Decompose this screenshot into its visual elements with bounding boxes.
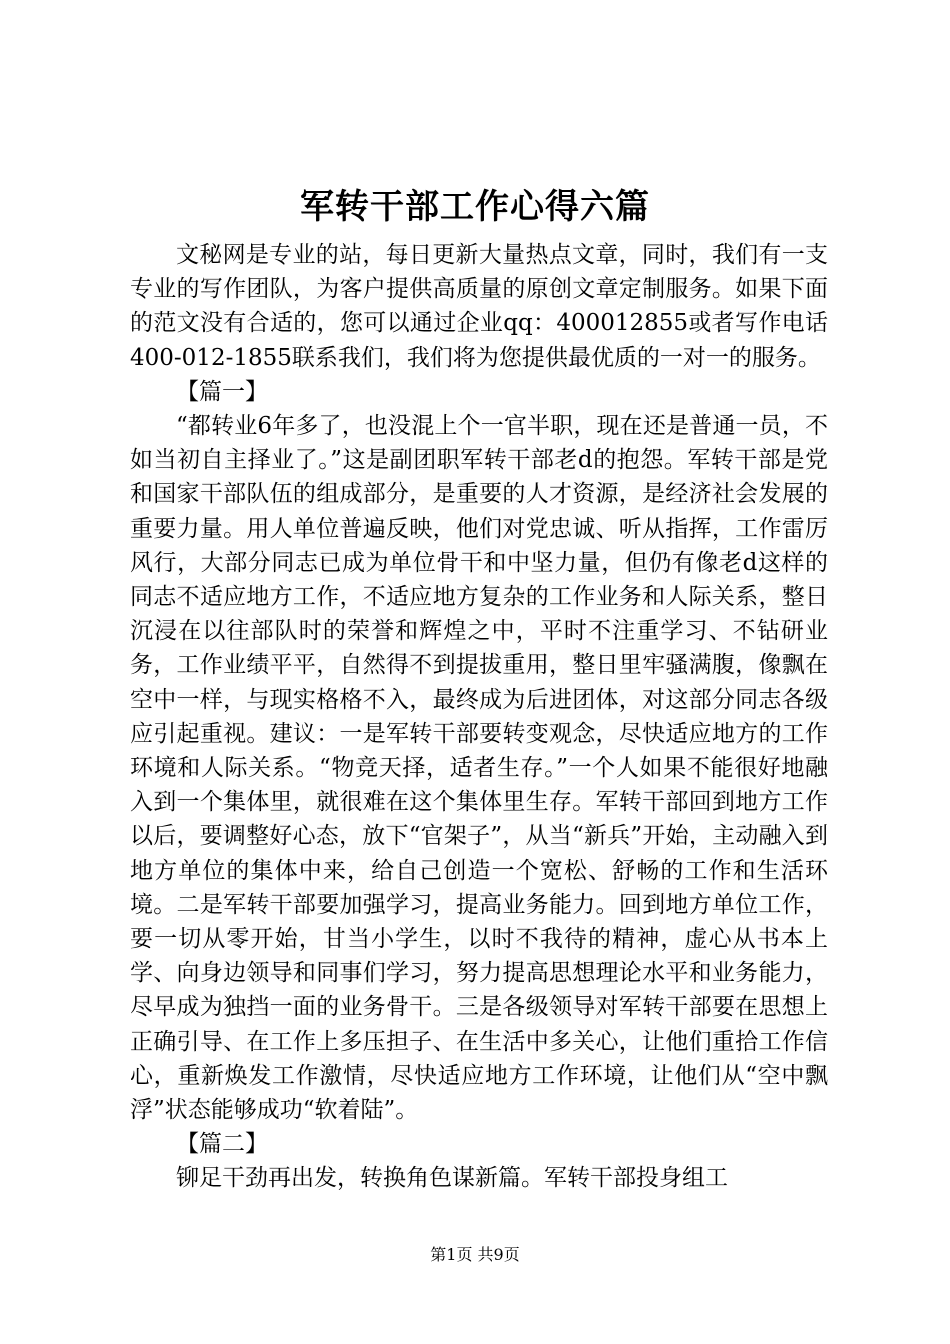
document-body (130, 238, 828, 1196)
document-title: 军转干部工作心得六篇 (300, 187, 650, 227)
section-heading-1: 【篇一】 (176, 378, 268, 405)
section-paragraph-2: 铆足干劲再出发，转换角色谋新篇。军转干部投身组工 (176, 1165, 728, 1192)
section-heading-2: 【篇二】 (176, 1131, 268, 1158)
page-number-footer: 第1页 共9页 (430, 1245, 520, 1264)
section-paragraph-1: “都转业6年多了，也没混上个一官半职，现在还是普通一员，不如当初自主择业了。”这是副团职军转干部老d的抱怨。军转干部是党和国家干部队伍的组成部分，是重要的人才资源，是经济社会发展的重要力量。用人单位普遍反映，他们对党忠诚、听从指挥，工作雷厉风行，大部分同志已成为单位骨干和中坚力量，但仍有像老d这样的同志不适应地方工作，不适应地方复杂的工作业务和人际关系，整日沉浸在以往部队时的荣誉和辉煌之中，平时不注重学习、不钻研业务，工作业绩平平，自然得不到提拔重用，整日里牢骚满腹，像飘在空中一样，与现实格格不入，最终成为后进团体，对这部分同志各级应引起重视。建议：一是军转干部要转变观念，尽快适应地方的工作环境和人际关系。“物竞天择，适者生存。”一个人如果不能很好地融入到一个集体里，就很难在这个集体里生存。军转干部回到地方工作以后，要调整好心态，放下“官架子”，从当“新兵”开始，主动融入到地方单位的集体中来，给自己创造一个宽松、舒畅的工作和生活环境。二是军转干部要加强学习，提高业务能力。回到地方单位工作，要一切从零开始，甘当小学生，以时不我待的精神，虚心从书本上学、向身边领导和同事们学习，努力提高思想理论水平和业务能力，尽早成为独挡一面的业务骨干。三是各级领导对军转干部要在思想上正确引导、在工作上多压担子、在生活中多关心，让他们重拾工作信心，重新焕发工作激情，尽快适应地方工作环境，让他们从“空中飘浮”状态能够成功“软着陆”。 (130, 413, 828, 1124)
intro-paragraph: 文秘网是专业的站，每日更新大量热点文章，同时，我们有一支专业的写作团队，为客户提供高质量的原创文章定制服务。如果下面的范文没有合适的，您可以通过企业qq：400012855或者写作电话400-012-1855联系我们，我们将为您提供最优质的一对一的服务。 (130, 242, 828, 371)
